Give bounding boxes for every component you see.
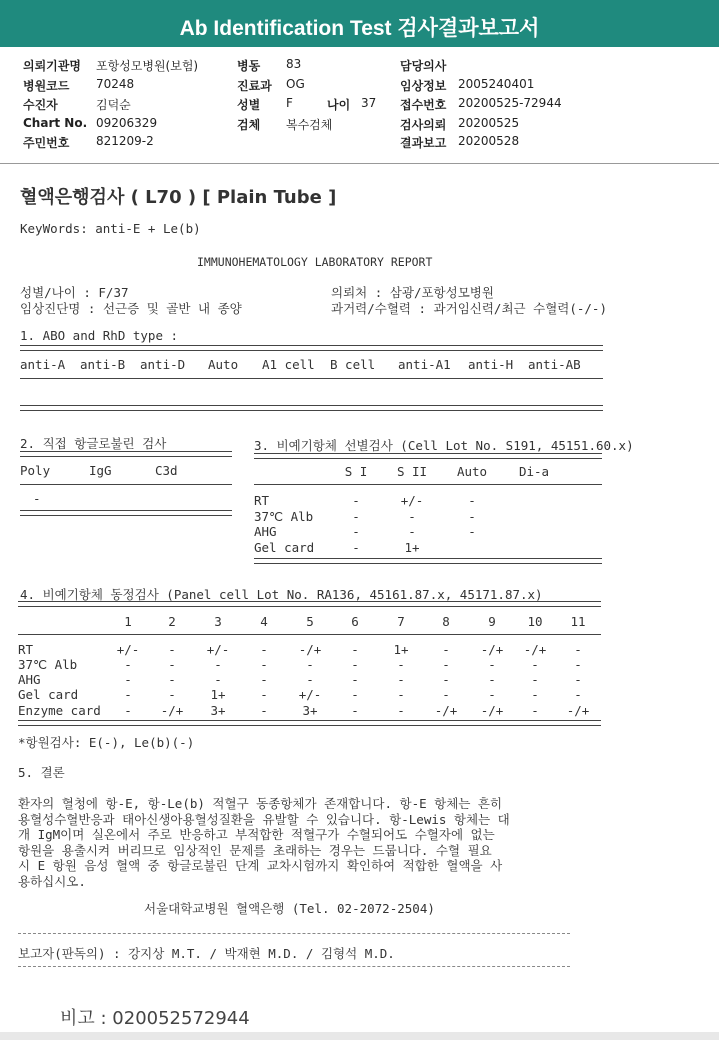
screening-row-label: RT — [254, 493, 270, 508]
conclusion-line: 개 IgM이며 실온에서 주로 반응하고 부적합한 적혈구가 수혈되어도 수혈자에 없는 — [18, 827, 495, 842]
panel-cell: - — [531, 657, 539, 672]
screening-cell: - — [352, 540, 360, 555]
panel-cell: - — [488, 657, 496, 672]
dat-result: - — [33, 491, 41, 506]
panel-cell: - — [531, 687, 539, 702]
header-label: 주민번호 — [23, 136, 70, 150]
panel-cell: - — [260, 672, 268, 687]
test-title: 혈액은행검사 ( L70 ) [ Plain Tube ] — [20, 187, 337, 208]
header-value: 20200525 — [458, 116, 520, 130]
patient-diagnosis: 임상진단명 : 선근증 및 골반 내 종양 — [20, 301, 242, 316]
panel-header: 8 — [442, 614, 450, 629]
header-value: OG — [286, 77, 305, 91]
panel-row-label: Gel card — [18, 687, 79, 702]
screening-cell: - — [468, 509, 476, 524]
panel-cell: - — [306, 672, 314, 687]
panel-row-label: Enzyme card — [18, 703, 101, 718]
panel-row-label: RT — [18, 642, 34, 657]
abo-header: A1 cell — [262, 357, 315, 372]
header-label: 의뢰기관명 — [23, 59, 81, 73]
panel-header: 11 — [570, 614, 586, 629]
panel-header: 1 — [124, 614, 132, 629]
divider — [254, 558, 602, 564]
panel-cell: +/- — [206, 642, 230, 657]
section1-title: 1. ABO and RhD type : — [20, 328, 179, 343]
conclusion-line: 용혈성수혈반응과 태아신생아용혈성질환을 유발할 수 있습니다. 항-Lewis 항체는 대 — [18, 811, 510, 827]
panel-cell: -/+ — [566, 703, 590, 718]
divider — [20, 405, 603, 411]
bottom-strip — [0, 1032, 719, 1040]
panel-cell: - — [397, 687, 405, 702]
screening-cell: - — [468, 493, 476, 508]
panel-cell: - — [124, 687, 132, 702]
header-label: 검사의뢰 — [400, 118, 447, 132]
screening-header: S II — [396, 464, 428, 479]
header-label: 결과보고 — [400, 136, 447, 150]
panel-cell: - — [488, 672, 496, 687]
header-value: 복수검체 — [286, 118, 333, 132]
section3-title: 3. 비예기항체 선별검사 (Cell Lot No. S191, 45151.60.x) — [254, 438, 634, 453]
screening-cell: - — [352, 509, 360, 524]
header-label: 병동 — [237, 59, 261, 73]
panel-cell: 3+ — [210, 703, 226, 718]
screening-row-label: AHG — [254, 524, 277, 539]
panel-cell: - — [531, 703, 539, 718]
dat-header: C3d — [155, 463, 178, 478]
header-value: 20200525-72944 — [458, 96, 562, 110]
panel-header: 3 — [214, 614, 222, 629]
screening-cell: - — [468, 524, 476, 539]
panel-cell: - — [574, 657, 582, 672]
panel-cell: - — [574, 672, 582, 687]
panel-cell: - — [168, 687, 176, 702]
panel-header: 4 — [260, 614, 268, 629]
panel-cell: - — [260, 703, 268, 718]
divider — [18, 634, 601, 635]
section2-title: 2. 직접 항글로불린 검사 — [20, 436, 167, 451]
panel-cell: - — [124, 703, 132, 718]
panel-cell: - — [351, 687, 359, 702]
screening-cell: - — [352, 493, 360, 508]
panel-cell: - — [168, 642, 176, 657]
header-value: 70248 — [96, 77, 135, 91]
lab-title: IMMUNOHEMATOLOGY LABORATORY REPORT — [197, 255, 433, 269]
panel-cell: 3+ — [302, 703, 318, 718]
panel-cell: - — [168, 672, 176, 687]
header-label: 임상정보 — [400, 79, 447, 93]
panel-cell: -/+ — [160, 703, 184, 718]
header-divider — [0, 163, 719, 164]
age-label: 나이 — [327, 98, 351, 112]
conclusion-line: 시 E 항원 음성 혈액 중 항글로불린 단계 교차시험까지 확인하여 적합한 혈액을 사 — [18, 858, 503, 873]
panel-cell: - — [442, 672, 450, 687]
header-label: 진료과 — [237, 79, 272, 93]
panel-cell: - — [442, 687, 450, 702]
divider — [20, 510, 232, 516]
abo-header: anti-B — [80, 357, 126, 372]
abo-header: B cell — [330, 357, 376, 372]
panel-cell: - — [214, 672, 222, 687]
patient-source: 의뢰처 : 삼광/포항성모병원 — [331, 285, 494, 300]
panel-cell: 1+ — [393, 642, 409, 657]
header-label: 접수번호 — [400, 98, 447, 112]
antigen-test: *항원검사: E(-), Le(b)(-) — [18, 735, 195, 750]
panel-cell: - — [397, 657, 405, 672]
panel-cell: - — [351, 657, 359, 672]
reporter: 보고자(판독의) : 강지상 M.T. / 박재현 M.D. / 김형석 M.D. — [18, 946, 395, 961]
panel-cell: - — [351, 703, 359, 718]
panel-header: 7 — [397, 614, 405, 629]
divider — [254, 453, 602, 459]
header-value: 09206329 — [96, 116, 158, 130]
abo-header: anti-A — [20, 357, 66, 372]
header-label: 검체 — [237, 118, 261, 132]
panel-cell: -/+ — [523, 642, 547, 657]
header-value: 김덕순 — [96, 98, 131, 112]
conclusion-line: 환자의 혈청에 항-E, 항-Le(b) 적혈구 동종항체가 존재합니다. 항-E 항체는 흔히 — [18, 796, 503, 811]
remark: 비고 : 020052572944 — [60, 1008, 250, 1029]
header-label: 병원코드 — [23, 79, 70, 93]
panel-cell: - — [351, 672, 359, 687]
panel-cell: - — [397, 703, 405, 718]
panel-header: 9 — [488, 614, 496, 629]
screening-cell: +/- — [400, 493, 424, 508]
age-value: 37 — [361, 96, 377, 110]
header-value: F — [286, 96, 293, 110]
screening-row-label: Gel card — [254, 540, 315, 555]
screening-header: S I — [344, 464, 368, 479]
header-label: 성별 — [237, 98, 261, 112]
header-value: 20200528 — [458, 134, 520, 148]
panel-cell: +/- — [116, 642, 140, 657]
keywords: KeyWords: anti-E + Le(b) — [20, 221, 201, 236]
panel-cell: - — [574, 642, 582, 657]
panel-cell: - — [260, 687, 268, 702]
screening-header: Di-a — [518, 464, 550, 479]
header-value: 포항성모병원(보험) — [96, 59, 199, 73]
panel-cell: +/- — [298, 687, 322, 702]
abo-header: Auto — [208, 357, 239, 372]
divider — [20, 345, 603, 351]
dat-header: IgG — [89, 463, 112, 478]
section4-title: 4. 비예기항체 동정검사 (Panel cell Lot No. RA136, 45161.87.x, 45171.87.x) — [20, 587, 543, 602]
panel-cell: - — [214, 657, 222, 672]
title-bar — [0, 0, 719, 47]
conclusion-line: 용하십시오. — [18, 873, 86, 889]
divider — [18, 720, 601, 726]
panel-cell: 1+ — [210, 687, 226, 702]
conclusion-line: 항원을 용출시켜 버리므로 임상적인 문제를 초래하는 경우는 드뭅니다. 수혈 필요 — [18, 842, 492, 858]
header-value: 83 — [286, 57, 302, 71]
panel-cell: - — [397, 672, 405, 687]
abo-header: anti-D — [140, 357, 186, 372]
screening-cell: - — [408, 509, 416, 524]
screening-row-label: 37℃ Alb — [254, 509, 314, 524]
panel-cell: - — [351, 642, 359, 657]
patient-sex-age: 성별/나이 : F/37 — [20, 285, 129, 300]
screening-cell: - — [352, 524, 360, 539]
panel-row-label: AHG — [18, 672, 41, 687]
panel-cell: - — [260, 642, 268, 657]
divider — [18, 601, 601, 607]
panel-cell: - — [488, 687, 496, 702]
abo-header: anti-A1 — [398, 357, 451, 372]
hospital-contact: 서울대학교병원 혈액은행 (Tel. 02-2072-2504) — [144, 901, 435, 916]
panel-header: 6 — [351, 614, 359, 629]
divider — [254, 484, 602, 485]
header-label: Chart No. — [23, 116, 88, 130]
header-value: 821209-2 — [96, 134, 154, 148]
divider — [18, 933, 570, 934]
screening-header: Auto — [456, 464, 488, 479]
panel-cell: - — [442, 642, 450, 657]
panel-cell: - — [124, 672, 132, 687]
header-label: 수진자 — [23, 98, 58, 112]
section5-title: 5. 결론 — [18, 765, 65, 780]
screening-cell: - — [408, 524, 416, 539]
panel-cell: - — [168, 657, 176, 672]
report-title: Ab Identification Test 검사결과보고서 — [179, 17, 540, 40]
divider — [20, 484, 232, 485]
panel-cell: -/+ — [298, 642, 322, 657]
panel-row-label: 37℃ Alb — [18, 657, 78, 672]
patient-history: 과거력/수혈력 : 과거임신력/최근 수혈력(-/-) — [331, 301, 607, 316]
panel-cell: - — [260, 657, 268, 672]
panel-header: 5 — [306, 614, 314, 629]
panel-header: 10 — [527, 614, 543, 629]
panel-cell: - — [124, 657, 132, 672]
dat-header: Poly — [20, 463, 51, 478]
header-label: 담당의사 — [400, 59, 447, 73]
panel-cell: - — [306, 657, 314, 672]
header-value: 2005240401 — [458, 77, 535, 91]
abo-header: anti-H — [468, 357, 514, 372]
panel-cell: - — [442, 657, 450, 672]
divider — [18, 966, 570, 967]
panel-cell: - — [531, 672, 539, 687]
divider — [20, 451, 232, 457]
screening-cell: 1+ — [404, 540, 420, 555]
panel-cell: -/+ — [480, 642, 504, 657]
abo-header: anti-AB — [528, 357, 581, 372]
divider — [20, 378, 603, 379]
panel-cell: -/+ — [480, 703, 504, 718]
panel-cell: -/+ — [434, 703, 458, 718]
panel-header: 2 — [168, 614, 176, 629]
panel-cell: - — [574, 687, 582, 702]
